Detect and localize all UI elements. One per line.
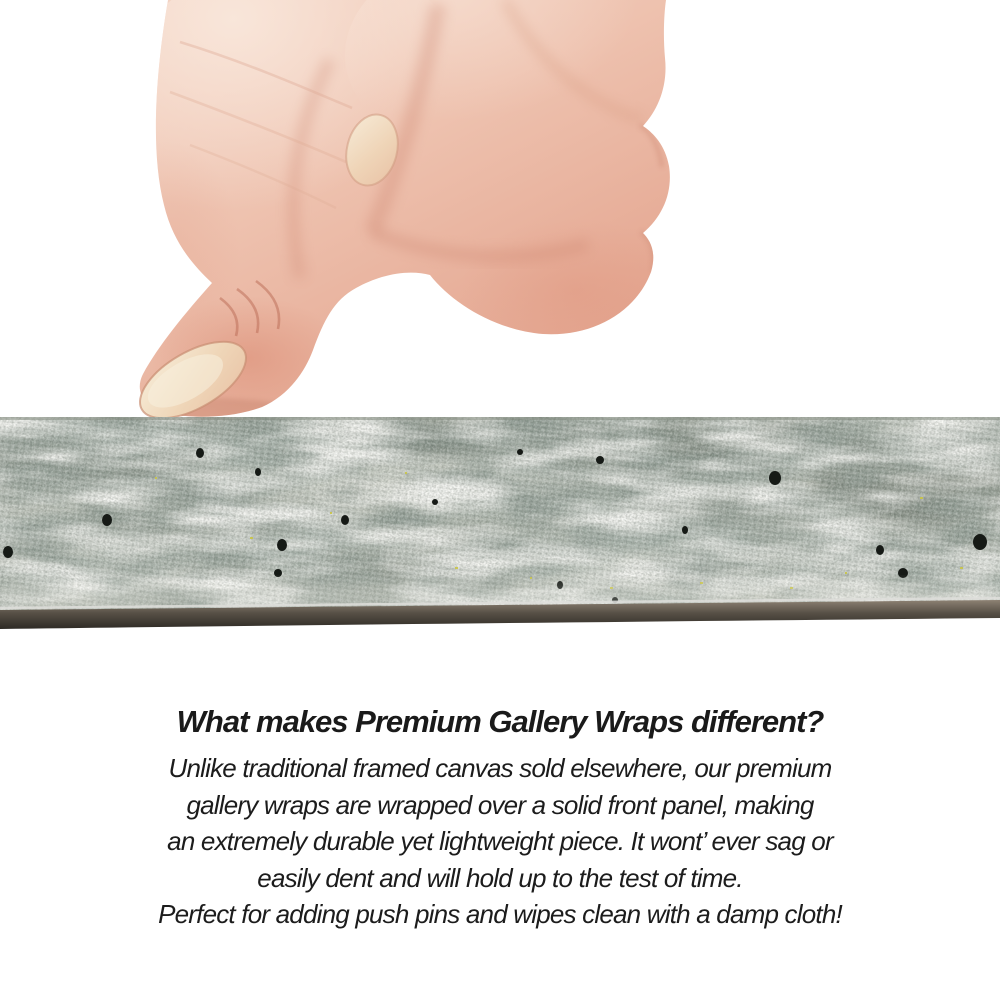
- hand-edge-blush: [100, 140, 240, 360]
- canvas-strip-graphic: [0, 417, 1000, 630]
- body-line: Perfect for adding push pins and wipes clean with a damp cloth!: [158, 899, 842, 929]
- body-text: [0, 750, 1000, 933]
- hand-photo: [0, 0, 1000, 418]
- finger-blush: [460, 218, 690, 362]
- hand-illustration: [0, 0, 1000, 418]
- headline: What makes Premium Gallery Wraps different?: [176, 704, 824, 739]
- strip-top-edge: [0, 417, 1000, 420]
- canvas-strip: [0, 417, 1000, 630]
- body-line: gallery wraps are wrapped over a solid front panel, making: [186, 789, 814, 820]
- body-line: an extremely durable yet lightweight piece. It wont’ ever sag or: [167, 826, 833, 856]
- body-line: Unlike traditional framed canvas sold elsewhere, our premium: [168, 753, 832, 783]
- body-line: easily dent and will hold up to the test of time.: [257, 862, 743, 893]
- product-copy: [0, 701, 1000, 933]
